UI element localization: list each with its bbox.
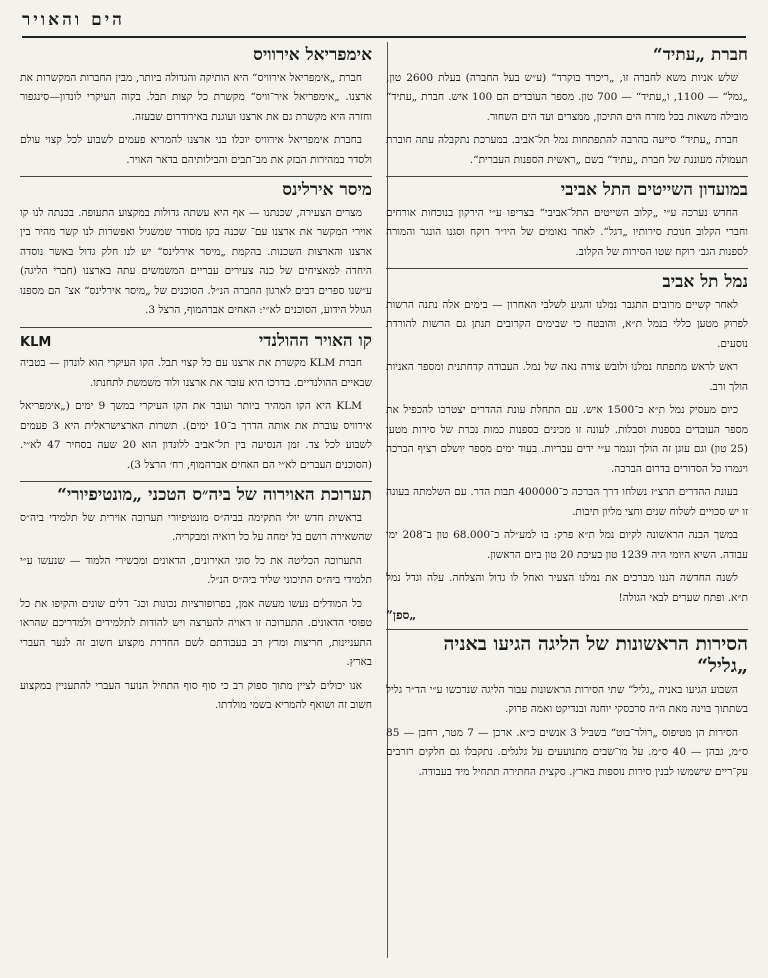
article-paragraph: חברת „אימפריאל אירוויס“ היא הותיקה והגדולה ביותר, מבין החברות המקשרות את ארצנו. „אימפריאל איר־וויס“ מקשרת כל קצות תבל. בקוה העיקרי לונדון—סינגפור וחזרה היא מקשרת גם את ארצנו ועוגנת באירודרום שבעזה. xyxy=(20,71,372,123)
section-divider xyxy=(386,629,748,630)
right-column xyxy=(386,42,748,970)
article-headline: נמל תל אביב xyxy=(662,272,748,293)
article-headline: קו האויר ההולנדי xyxy=(258,330,372,351)
article-paragraph: במשך הבנה הראשונה לקיום נמל ת״א פרק: בו למע״לה כ־68.000 טון ב־208 ימי עבודה. השיא היומי היה 1239 טון בעיבת 20 טון ביום הראשון. xyxy=(386,529,748,561)
article-paragraph: כל המודלים נעשו מעשה אמן, בפרופורציות נכונות וכג־ דלים שונים והקיפו את כל טפוסי הדאונים. התערוכה זו ראויה להערצה ויש להודות לתלמידים ולמדריכם שהראו התעניינות, חריצות ומרץ רב בעבודתם לשם החדרת מקצוע חשוב זה לנער העברי בארץ. xyxy=(20,597,372,669)
section-divider xyxy=(20,327,372,328)
article-headline: תערוכת האוירוה של ביה״ס הטכני „מונטיפיורי“ xyxy=(57,485,372,506)
article-headline: במועדון השייטים התל אביבי xyxy=(560,180,748,201)
article-headline: אימפריאל אירוויס xyxy=(253,45,372,65)
article-aviation-exhibition xyxy=(20,486,372,716)
section-divider xyxy=(20,176,372,177)
section-divider xyxy=(386,268,748,269)
article-paragraph: ראש לראש מתפתח נמלנו ולובש צורה נאה של נמל. העבודה קדחתנית ומספר האניות הולך ורב. xyxy=(386,361,748,393)
article-headline: הסירות הראשונות של הליגה הגיעו באניה „גליל“ xyxy=(443,633,748,677)
article-paragraph: אנו יכולים לציין מתוך ספוק רב כי סוף סוף התחיל הנוער העברי להתעניין במקצוע חשוב זה ושואף להמריא בשמי מולדתו. xyxy=(20,679,372,712)
article-misr-airlines xyxy=(20,181,372,321)
article-atid xyxy=(386,46,748,170)
airline-code: KLM xyxy=(20,334,52,350)
article-paragraph: החדש נערכה ע״י „קלוב השייטים התל־אביבי“ בצריפו ע״י הירקון בנוכחות אורחים וחברי הקלוב חנוכת סירותיו „דגל“. לאחר נאומים של היו״ר רוקח וסגנו הונגר והמורה לספנות הגב׳ רוקח שטו הסירות של הקלוב. xyxy=(386,206,748,258)
article-paragraph: התערוכה הכליטה את כל סוגי האירונים, הדאונים ומכשירי הלמוד — שנעשו ע״י תלמידי ביה״ס התיכוני שליד ביה״ס הנ״ל. xyxy=(20,554,372,587)
section-divider xyxy=(386,176,748,177)
article-paragraph: KLM היא הקו המהיר ביותר ועובר את הקו העיקרי במשך 9 ימים („אימפריאל אירוויס עוברת את אותה הדרך ב־10 ימים). תשרות הארצישראלית היא 3 פעמים לשבוע לכל צד. זמן הנסיעה בין תל־אביב ללונדון הוא 20 שעה בסחיר 47 לא״י. (הסוכנים העברים לא״י הם האחים אברהמוף, רח׳ הרצל 3). xyxy=(20,400,372,471)
article-headline: חברת „עתיד“ xyxy=(652,45,748,65)
article-paragraph: בעונת ההדרים תרצ״ז נשלחו דרך הברכה כ־400000 תבות הדר. עם השלמתה בעונה זו יש סכויים לשלוח שנים וחצי מליון תיבות. xyxy=(386,486,748,518)
article-tel-aviv-port xyxy=(386,273,748,623)
masthead-title: הים והאויר xyxy=(22,10,125,30)
article-paragraph: בחברת אימפריאל אירוויס יוכלו בני ארצנו להמריא פעמים לשבוע לכל קצוי עולם ולסדר במהירות הבזק את מב־תבים והבילותיהם בדאר האויר. xyxy=(20,134,372,166)
article-sailing-club xyxy=(386,181,748,262)
article-paragraph: מצרים הצעירה, שכנתנו — אף היא עשתה גדולות במקצוע התעופה. בכנתה לנו קו אוירי המקשר את ארצנו עם־ שכנה בקו מסודר שמשגיל ואפשרות לנו קשר מהיר בין ארצנו והארצות השכנות. בהקמת „מיסר אירלינס“ יש לנו חלק גדול באשר נוסדה היחדה למאציחים של כנה צעירים עבריים המשמשים עתה בארצנו (חברי הליגה) ע״שנו ספרים דבים לארגון החברה הנ״ל. הסוכנים של „מיסר אירלינס“ אצ־ הם מספנו הגולל הידוע, הסוכנים לא״י: האחים אברהמוף, הרצל 3. xyxy=(20,206,372,317)
article-paragraph: לאחר קשיים מרובים התגבר נמלנו והגיע לשלבי האחרון — בימים אלה נתנה הרשות לפרוק מטען כללי בנמל ת״א, והובטח כי שבימים הקרובים תנתן גם הרשות להורדת נוסעים. xyxy=(386,298,748,350)
article-first-boats xyxy=(386,634,748,782)
article-klm xyxy=(20,332,372,476)
article-paragraph: שלש אניות משא לחברה זו, „ריכרד בוקרד“ (ע״ש בעל החברה) בעלת 2600 טון, „גמל“ — 1100, ו„עתיד“ — 700 טון. מספר העובדים הם 100 איש. חברת „עתיד“ מובילה משאות בכל מזרח הים התיכון, ממצרים ועד הים השחור. xyxy=(386,71,748,123)
article-paragraph: לשנה החדשה הננו מברכים את נמלנו הצעיר ואחל לו גדול והצלחה. עלה וגדל נמל ת״א. ופתח שערים לבאי הגולה! xyxy=(386,572,748,604)
article-paragraph: כיום מעסיק נמל ת״א כ־1500 איש. עם התחלת עונת ההדרים יצטרכו להכפיל את מספר העובדים בספנות וסבלות. לעונה זו מכינים בספנות כמות נכרת של סירות מטען (25 טון) וגם עוגן זה הולך ונגמר ע״י ידים עבריות. בעוד ימים מספר יושלם רציף הברכה ויגמרו כל הסדורים בדרום הברכה. xyxy=(386,404,748,475)
article-paragraph: בראשית חדש יולי התקימה בביה״ס מונטיפיורי תערוכה אוירית של תלמידי ביה״ס שהשאירה רושם בל ימחה על כל רואיה ומבקריה. xyxy=(20,511,372,544)
article-paragraph: חברת KLM מקשרת את ארצנו עם כל קצוי תבל. הקו העיקרי הוא לונדון — בטביה שבאיים ההולנדיים. בדרכו היא עובר את ארצנו ולוד משמשת לתחנתו. xyxy=(20,357,372,389)
article-paragraph: הסירות הן מטיפוס „רולר־בוט“ בשביל 3 אנשים כ״א. ארכן — 7 מטר, רחבן — 85 ס״מ, גבהן — 40 ס״מ. על מו־שבים מתנועעים על גלגלים. נתקבלו גם חלקים רזרבים עק־ריים שישמשו לבנין סירות נוספות בארץ. סקצית החתירה תתחיל מיד בעבודה. xyxy=(386,726,748,778)
article-headline-row xyxy=(20,332,372,352)
section-divider xyxy=(20,481,372,482)
left-column xyxy=(20,42,372,970)
article-imperial-airways xyxy=(20,46,372,170)
masthead xyxy=(22,8,746,38)
article-paragraph: השבוע הגיעו באניה „גליל“ שתי הסירות הראשונות עבור הליגה שנרכשו ע״י הד״ר גליל בשתתוך בוינה מאת ה״ה סרכסקי יוחנה ובנדיקט ואמה פרוק. xyxy=(386,683,748,716)
article-headline: מיסר אירלינס xyxy=(282,180,372,201)
article-signature: „ספן“ xyxy=(386,608,417,623)
article-paragraph: חברת „עתיד“ סייעה בהרבה להתפתחות נמל תל־אביב. במערכת נתקבלה עתה חוברת תעמולה מעוננת של חברת „עתיד“ בשם „ראשית הספנות העברית“. xyxy=(386,134,748,166)
